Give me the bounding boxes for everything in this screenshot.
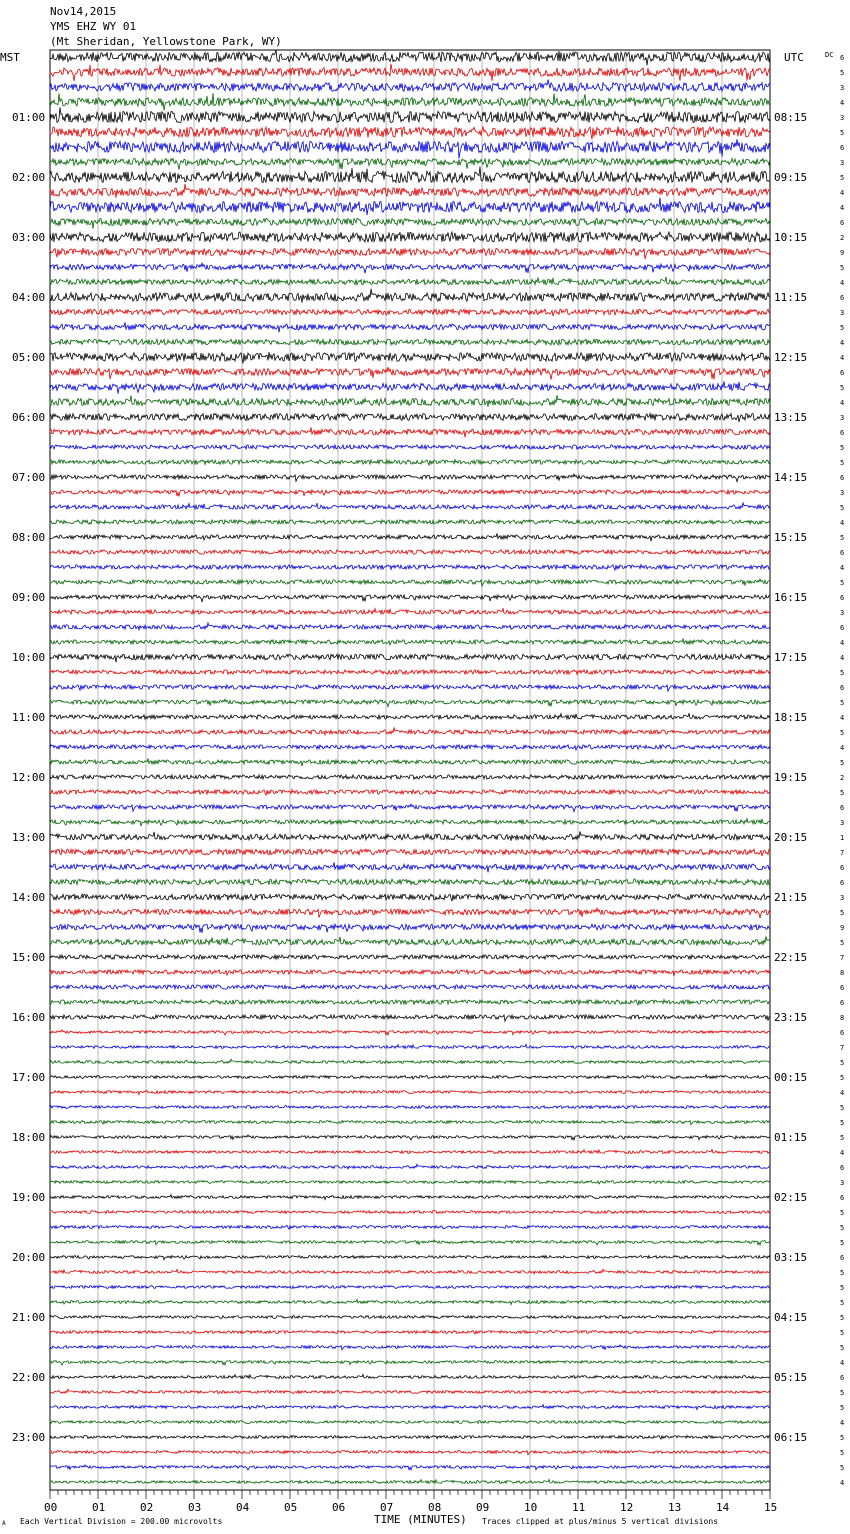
dc-value: 5 <box>840 1299 845 1307</box>
dc-value: 3 <box>840 84 845 92</box>
dc-value: 4 <box>840 99 845 107</box>
x-tick-label: 14 <box>716 1501 730 1514</box>
trace-line <box>50 490 770 497</box>
dc-value: 4 <box>840 1089 845 1097</box>
right-hour-label: 17:15 <box>774 651 808 664</box>
dc-value: 5 <box>840 1239 845 1247</box>
trace-line <box>50 728 770 735</box>
trace-line <box>50 1091 770 1095</box>
dc-value: 6 <box>840 294 845 302</box>
dc-value: 5 <box>840 1389 845 1397</box>
dc-value: 6 <box>840 1374 845 1382</box>
dc-value: 5 <box>840 1059 845 1067</box>
dc-value: 4 <box>840 639 845 647</box>
dc-value: 5 <box>840 1224 845 1232</box>
dc-value: 5 <box>840 1404 845 1412</box>
dc-value: 4 <box>840 279 845 287</box>
trace-line <box>50 832 770 841</box>
trace-line <box>50 1389 770 1393</box>
trace-line <box>50 775 770 780</box>
dc-value: 5 <box>840 669 845 677</box>
dc-value: 5 <box>840 1314 845 1322</box>
trace-line <box>50 1059 770 1064</box>
x-axis-title: TIME (MINUTES) <box>374 1513 467 1526</box>
dc-value: 5 <box>840 759 845 767</box>
dc-value: 5 <box>840 1434 845 1442</box>
trace-line <box>50 849 770 856</box>
dc-value: 5 <box>840 1269 845 1277</box>
trace-line <box>50 924 770 933</box>
dc-label: DC <box>825 51 834 59</box>
trace-line <box>50 159 770 170</box>
dc-value: 5 <box>840 459 845 467</box>
trace-line <box>50 322 770 332</box>
trace-line <box>50 50 770 66</box>
dc-value: 6 <box>840 864 845 872</box>
left-hour-label: 13:00 <box>12 831 46 844</box>
dc-value: 4 <box>840 204 845 212</box>
dc-value: 1 <box>840 834 845 842</box>
left-hour-label: 21:00 <box>12 1311 46 1324</box>
right-hour-label: 12:15 <box>774 351 808 364</box>
dc-value: 6 <box>840 369 845 377</box>
trace-line <box>50 1361 770 1365</box>
trace-line <box>50 460 770 466</box>
left-hour-label: 08:00 <box>12 531 46 544</box>
trace-line <box>50 595 770 602</box>
dc-value: 6 <box>840 1164 845 1172</box>
dc-value: 4 <box>840 1149 845 1157</box>
left-hour-label: 03:00 <box>12 231 46 244</box>
dc-value: 5 <box>840 789 845 797</box>
dc-value: 2 <box>840 234 845 242</box>
trace-line <box>50 1015 770 1021</box>
right-hour-label: 16:15 <box>774 591 808 604</box>
dc-value: 4 <box>840 1359 845 1367</box>
left-hour-label: 02:00 <box>12 171 46 184</box>
trace-line <box>50 550 770 554</box>
dc-value: 6 <box>840 984 845 992</box>
dc-value: 9 <box>840 249 845 257</box>
left-hour-label: 01:00 <box>12 111 46 124</box>
x-tick-label: 09 <box>476 1501 490 1514</box>
trace-line <box>50 1374 770 1379</box>
left-hour-label: 10:00 <box>12 651 46 664</box>
trace-line <box>50 654 770 662</box>
trace-line <box>50 685 770 692</box>
trace-line <box>50 969 770 977</box>
trace-line <box>50 414 770 423</box>
trace-line <box>50 1316 770 1319</box>
dc-value: 4 <box>840 339 845 347</box>
trace-line <box>50 1149 770 1153</box>
right-hour-label: 06:15 <box>774 1431 808 1444</box>
trace-line <box>50 277 770 285</box>
x-tick-label: 07 <box>380 1501 394 1514</box>
dc-value: 8 <box>840 1014 845 1022</box>
trace-line <box>50 352 770 363</box>
right-hour-label: 22:15 <box>774 951 808 964</box>
left-hour-label: 11:00 <box>12 711 46 724</box>
dc-value: 6 <box>840 219 845 227</box>
trace-line <box>50 608 770 614</box>
trace-line <box>50 713 770 719</box>
trace-line <box>50 862 770 872</box>
dc-value: 6 <box>840 999 845 1007</box>
trace-line <box>50 139 770 158</box>
dc-value: 5 <box>840 699 845 707</box>
trace-line <box>50 699 770 707</box>
dc-value: 6 <box>840 594 845 602</box>
trace-line <box>50 520 770 524</box>
right-hour-label: 00:15 <box>774 1071 808 1084</box>
dc-value: 7 <box>840 1044 845 1052</box>
trace-line <box>50 93 770 110</box>
dc-value: 8 <box>840 969 845 977</box>
trace-line <box>50 1479 770 1483</box>
right-hour-label: 01:15 <box>774 1131 808 1144</box>
dc-value: 6 <box>840 549 845 557</box>
trace-line <box>50 381 770 393</box>
dc-value: 3 <box>840 309 845 317</box>
dc-value: 5 <box>840 534 845 542</box>
trace-line <box>50 1405 770 1410</box>
trace-group <box>50 50 770 1484</box>
left-hour-label: 05:00 <box>12 351 46 364</box>
dc-value: 6 <box>840 879 845 887</box>
dc-value: 5 <box>840 909 845 917</box>
trace-line <box>50 1000 770 1006</box>
trace-line <box>50 107 770 122</box>
left-hour-label: 22:00 <box>12 1371 46 1384</box>
dc-value: 5 <box>840 1119 845 1127</box>
left-hour-label: 17:00 <box>12 1071 46 1084</box>
dc-value: 4 <box>840 354 845 362</box>
trace-line <box>50 894 770 902</box>
trace-line <box>50 126 770 139</box>
x-tick-label: 02 <box>140 1501 154 1514</box>
dc-value: 6 <box>840 1194 845 1202</box>
trace-line <box>50 639 770 646</box>
dc-value: 3 <box>840 1179 845 1187</box>
trace-line <box>50 879 770 885</box>
dc-value: 5 <box>840 504 845 512</box>
dc-value: 6 <box>840 54 845 62</box>
trace-line <box>50 1465 770 1470</box>
left-hour-label: 23:00 <box>12 1431 46 1444</box>
trace-line <box>50 1255 770 1260</box>
scale-note: Each Vertical Division = 200.00 microvolts <box>20 1517 223 1526</box>
x-tick-label: 03 <box>188 1501 202 1514</box>
dc-value: 6 <box>840 429 845 437</box>
trace-line <box>50 339 770 345</box>
right-hour-label: 02:15 <box>774 1191 808 1204</box>
dc-value: 2 <box>840 774 845 782</box>
right-hour-label: 08:15 <box>774 111 808 124</box>
dc-value: 6 <box>840 624 845 632</box>
trace-line <box>50 1240 770 1245</box>
trace-line <box>50 427 770 437</box>
right-hour-label: 21:15 <box>774 891 808 904</box>
left-hour-label: 15:00 <box>12 951 46 964</box>
trace-line <box>50 503 770 510</box>
trace-line <box>50 167 770 183</box>
trace-line <box>50 985 770 989</box>
dc-value: 4 <box>840 189 845 197</box>
dc-value: 4 <box>840 1419 845 1427</box>
trace-line <box>50 64 770 81</box>
date-label: Nov14,2015 <box>50 5 117 18</box>
trace-line <box>50 804 770 812</box>
station-label: YMS EHZ WY 01 <box>50 20 137 33</box>
dc-value: 5 <box>840 1104 845 1112</box>
trace-line <box>50 1269 770 1274</box>
left-hour-label: 14:00 <box>12 891 46 904</box>
right-hour-label: 10:15 <box>774 231 808 244</box>
trace-line <box>50 1181 770 1184</box>
left-hour-label: 12:00 <box>12 771 46 784</box>
trace-line <box>50 1164 770 1169</box>
trace-line <box>50 670 770 675</box>
dc-value: 4 <box>840 654 845 662</box>
left-hour-label: 20:00 <box>12 1251 46 1264</box>
x-tick-label: 06 <box>332 1501 346 1514</box>
trace-line <box>50 534 770 542</box>
trace-line <box>50 1211 770 1214</box>
dc-value: 3 <box>840 819 845 827</box>
trace-line <box>50 1075 770 1079</box>
left-timezone-label: MST <box>0 51 20 64</box>
left-hour-label: 09:00 <box>12 591 46 604</box>
trace-line <box>50 80 770 92</box>
dc-value: 3 <box>840 414 845 422</box>
dc-value: 5 <box>840 729 845 737</box>
clip-note: Traces clipped at plus/minus 5 vertical divisions <box>482 1517 719 1526</box>
x-axis <box>44 1490 777 1514</box>
dc-value: 5 <box>840 324 845 332</box>
trace-line <box>50 565 770 571</box>
trace-line <box>50 1330 770 1334</box>
trace-line <box>50 395 770 407</box>
dc-value: 9 <box>840 924 845 932</box>
x-tick-label: 05 <box>284 1501 298 1514</box>
trace-line <box>50 445 770 449</box>
dc-value-column <box>840 54 844 1487</box>
dc-value: 4 <box>840 1479 845 1487</box>
x-tick-label: 10 <box>524 1501 538 1514</box>
dc-value: 5 <box>840 444 845 452</box>
dc-value: 5 <box>840 129 845 137</box>
x-tick-label: 11 <box>572 1501 586 1514</box>
trace-line <box>50 1451 770 1455</box>
dc-value: 5 <box>840 1329 845 1337</box>
dc-value: 5 <box>840 174 845 182</box>
right-hour-label: 05:15 <box>774 1371 808 1384</box>
left-hour-label: 19:00 <box>12 1191 46 1204</box>
right-hour-label: 18:15 <box>774 711 808 724</box>
dc-value: 5 <box>840 1134 845 1142</box>
x-tick-label: 13 <box>668 1501 682 1514</box>
trace-line <box>50 1300 770 1305</box>
trace-line <box>50 1435 770 1439</box>
left-hour-label: 07:00 <box>12 471 46 484</box>
x-tick-label: 04 <box>236 1501 250 1514</box>
left-hour-labels <box>12 111 45 1444</box>
trace-line <box>50 289 770 303</box>
dc-value: 3 <box>840 894 845 902</box>
dc-value: 5 <box>840 1284 845 1292</box>
right-hour-label: 03:15 <box>774 1251 808 1264</box>
trace-line <box>50 1106 770 1109</box>
dc-value: 5 <box>840 264 845 272</box>
trace-line <box>50 790 770 796</box>
dc-value: 6 <box>840 144 845 152</box>
dc-value: 3 <box>840 159 845 167</box>
trace-line <box>50 198 770 216</box>
right-hour-label: 11:15 <box>774 291 808 304</box>
left-hour-label: 16:00 <box>12 1011 46 1024</box>
dc-value: 3 <box>840 114 845 122</box>
dc-value: 5 <box>840 1074 845 1082</box>
left-hour-label: 18:00 <box>12 1131 46 1144</box>
dc-value: 3 <box>840 609 845 617</box>
trace-line <box>50 184 770 198</box>
right-hour-label: 15:15 <box>774 531 808 544</box>
dc-value: 3 <box>840 489 845 497</box>
left-hour-label: 06:00 <box>12 411 46 424</box>
trace-line <box>50 1195 770 1200</box>
dc-value: 6 <box>840 474 845 482</box>
trace-line <box>50 623 770 630</box>
dc-value: 5 <box>840 69 845 77</box>
dc-value: 5 <box>840 939 845 947</box>
x-tick-label: 00 <box>44 1501 58 1514</box>
dc-value: 5 <box>840 579 845 587</box>
dc-value: 7 <box>840 849 845 857</box>
dc-value: 6 <box>840 1254 845 1262</box>
dc-value: 6 <box>840 1029 845 1037</box>
right-hour-label: 13:15 <box>774 411 808 424</box>
location-label: (Mt Sheridan, Yellowstone Park, WY) <box>50 35 282 48</box>
dc-value: 4 <box>840 564 845 572</box>
right-hour-labels <box>774 111 807 1444</box>
trace-line <box>50 232 770 243</box>
trace-line <box>50 474 770 482</box>
trace-line <box>50 1286 770 1289</box>
dc-value: 5 <box>840 1449 845 1457</box>
right-hour-label: 19:15 <box>774 771 808 784</box>
trace-line <box>50 955 770 959</box>
right-hour-label: 09:15 <box>774 171 808 184</box>
trace-line <box>50 1345 770 1350</box>
trace-line <box>50 1120 770 1124</box>
dc-value: 7 <box>840 954 845 962</box>
trace-line <box>50 937 770 946</box>
dc-value: 5 <box>840 384 845 392</box>
right-hour-label: 04:15 <box>774 1311 808 1324</box>
trace-line <box>50 1421 770 1424</box>
dc-value: 4 <box>840 519 845 527</box>
trace-line <box>50 1030 770 1035</box>
left-hour-label: 04:00 <box>12 291 46 304</box>
trace-line <box>50 579 770 586</box>
trace-line <box>50 367 770 380</box>
trace-line <box>50 745 770 750</box>
trace-line <box>50 219 770 229</box>
x-tick-label: 08 <box>428 1501 442 1514</box>
dc-value: 4 <box>840 399 845 407</box>
dc-value: 4 <box>840 744 845 752</box>
right-hour-label: 23:15 <box>774 1011 808 1024</box>
footer-mark: A <box>2 1520 6 1527</box>
x-tick-label: 15 <box>764 1501 778 1514</box>
dc-value: 5 <box>840 1209 845 1217</box>
dc-value: 5 <box>840 1464 845 1472</box>
right-hour-label: 14:15 <box>774 471 808 484</box>
right-timezone-label: UTC <box>784 51 804 64</box>
dc-value: 6 <box>840 804 845 812</box>
right-hour-label: 20:15 <box>774 831 808 844</box>
trace-line <box>50 1135 770 1140</box>
trace-line <box>50 263 770 273</box>
x-tick-label: 12 <box>620 1501 634 1514</box>
trace-line <box>50 1044 770 1048</box>
trace-line <box>50 819 770 826</box>
trace-line <box>50 908 770 918</box>
dc-value: 4 <box>840 714 845 722</box>
trace-line <box>50 309 770 316</box>
trace-line <box>50 759 770 767</box>
x-tick-label: 01 <box>92 1501 106 1514</box>
dc-value: 5 <box>840 1344 845 1352</box>
trace-line <box>50 248 770 259</box>
trace-line <box>50 1225 770 1229</box>
dc-value: 6 <box>840 684 845 692</box>
